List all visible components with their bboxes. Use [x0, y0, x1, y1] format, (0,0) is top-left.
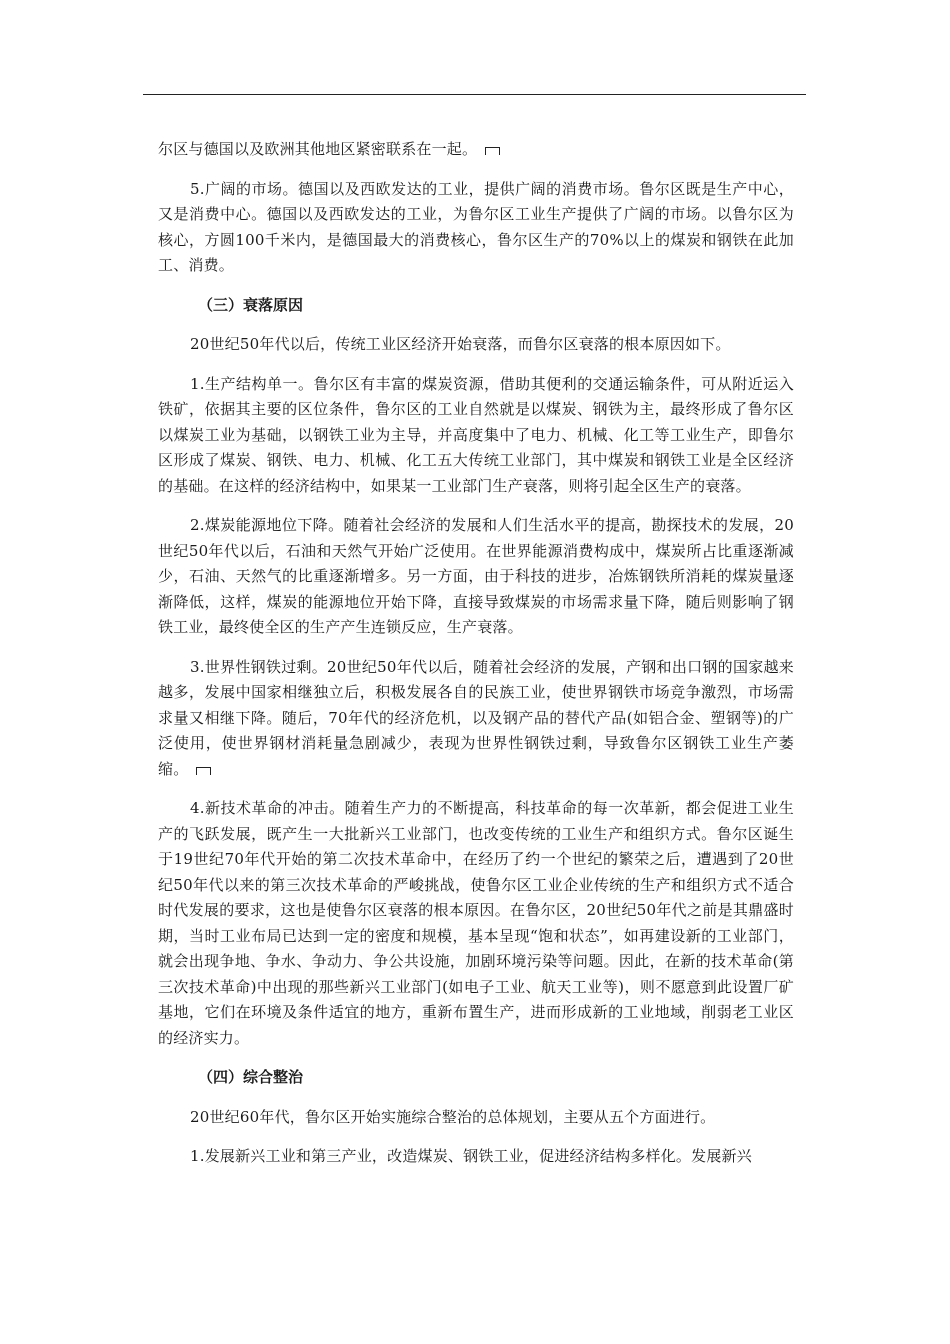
document-body [158, 137, 794, 1184]
paragraph-continuation [158, 137, 794, 163]
paragraph-coal-decline: 2.煤炭能源地位下降。随着社会经济的发展和人们生活水平的提高，勘探技术的发展，20世纪50年代以后，石油和天然气开始广泛使用。在世界能源消费构成中，煤炭所占比重逐渐减少，石油、天然气的比重逐渐增多。另一方面，由于科技的进步，冶炼钢铁所消耗的煤炭量逐渐降低，这样，煤炭的能源地位开始下降，直接导致煤炭的市场需求量下降，随后则影响了钢铁工业，最终使全区的生产产生连锁反应，生产衰落。 [158, 516, 794, 636]
paragraph-new-industries: 1.发展新兴工业和第三产业，改造煤炭、钢铁工业，促进经济结构多样化。发展新兴 [190, 1147, 752, 1165]
paragraph-steel-surplus [158, 655, 794, 783]
paragraph-governance-intro: 20世纪60年代，鲁尔区开始实施综合整治的总体规划，主要从五个方面进行。 [190, 1107, 716, 1126]
section-heading-comprehensive-governance: （四）综合整治 [198, 1068, 304, 1086]
paragraph-single-structure: 1.生产结构单一。鲁尔区有丰富的煤炭资源，借助其便利的交通运输条件，可从附近运入铁矿，依据其主要的区位条件，鲁尔区的工业自然就是以煤炭、钢铁为主，最终形成了鲁尔区以煤炭工业为基础，以钢铁工业为主导，并高度集中了电力、机械、化工等工业生产，即鲁尔区形成了煤炭、钢铁、电力、机械、化工五大传统工业部门，其中煤炭和钢铁工业是全区经济的基础。在这样的经济结构中，如果某一工业部门生产衰落，则将引起全区生产的衰落。 [158, 374, 794, 495]
paragraph-market: 5.广阔的市场。德国以及西欧发达的工业，提供广阔的消费市场。鲁尔区既是生产中心，又是消费中心。德国以及西欧发达的工业，为鲁尔区工业生产提供了广阔的市场。以鲁尔区为核心，方圆100千米内，是德国最大的消费核心，鲁尔区生产的70%以上的煤炭和钢铁在此加工、消费。 [158, 179, 794, 274]
paragraph-text: 尔区与德国以及欧洲其他地区紧密联系在一起。 [158, 140, 478, 158]
paragraph-tech-revolution: 4.新技术革命的冲击。随着生产力的不断提高，科技革命的每一次革新，都会促进工业生产的飞跃发展，既产生一大批新兴工业部门，也改变传统的工业生产和组织方式。鲁尔区诞生于19世纪70年代开始的第二次技术革命中，在经历了约一个世纪的繁荣之后，遭遇到了20世纪50年代以来的第三次技术革命的严峻挑战，使鲁尔区工业企业传统的生产和组织方式不适合时代发展的要求，这也是使鲁尔区衰落的根本原因。在鲁尔区，20世纪50年代之前是其鼎盛时期，当时工业布局已达到一定的密度和规模，基本呈现“饱和状态”，如再建设新的工业部门，就会出现争地、争水、争动力、争公共设施，加剧环境污染等问题。因此，在新的技术革命(第三次技术革命)中出现的那些新兴工业部门(如电子工业、航天工业等)，则不愿意到此设置厂矿基地，它们在环境及条件适宜的地方，重新布置生产，进而形成新的工业地域，削弱老工业区的经济实力。 [158, 799, 794, 1047]
section-heading-decline-reasons: （三）衰落原因 [198, 295, 304, 314]
paragraph-text: 3.世界性钢铁过剩。20世纪50年代以后，随着社会经济的发展，产钢和出口钢的国家越来越多，发展中国家相继独立后，积极发展各自的民族工业，使世界钢铁市场竞争激烈，市场需求量又相继下降。随后，70年代的经济危机，以及钢产品的替代产品(如铝合金、塑钢等)的广泛使用，使世界钢材消耗量急剧减少，表现为世界性钢铁过剩，导致鲁尔区钢铁工业生产萎缩。 [158, 657, 794, 778]
paragraph-decline-intro: 20世纪50年代以后，传统工业区经济开始衰落，而鲁尔区衰落的根本原因如下。 [190, 335, 731, 353]
header-rule [143, 94, 806, 95]
paragraph-mark-icon [196, 767, 211, 775]
paragraph-mark-icon [485, 147, 500, 155]
